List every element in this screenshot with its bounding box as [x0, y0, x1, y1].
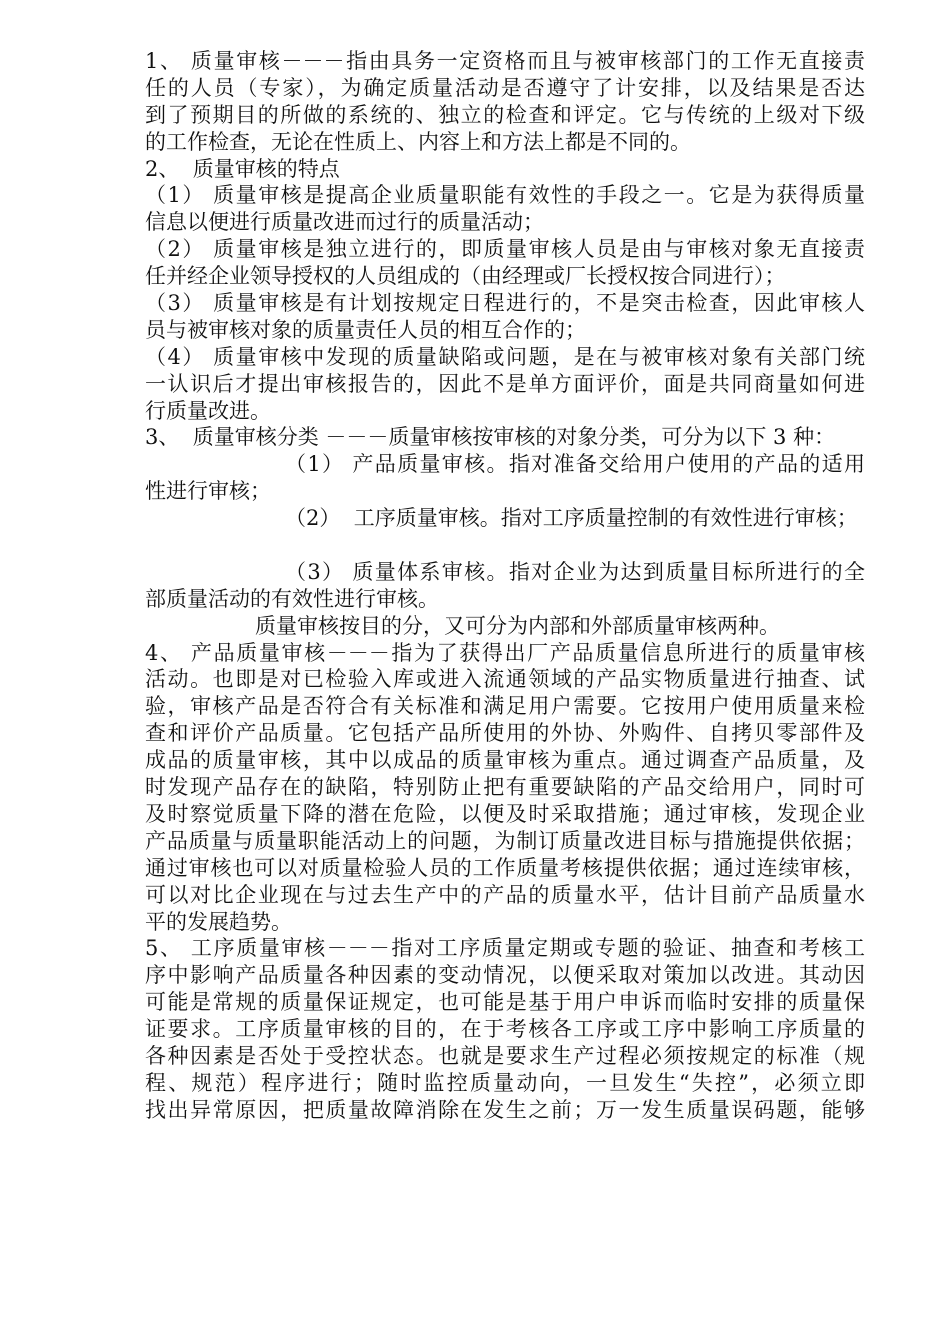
- text-line: 证要求。工序质量审核的目的，在于考核各工序或工序中影响工序质量的: [145, 1017, 865, 1042]
- text-line: 部质量活动的有效性进行审核。: [145, 586, 439, 611]
- text-line: 任的人员（专家），为确定质量活动是否遵守了计安排，以及结果是否达: [145, 75, 865, 100]
- text-line: （3） 质量审核是有计划按规定日程进行的，不是突击检查，因此审核人: [145, 291, 865, 316]
- text-line: 信息以便进行质量改进而过行的质量活动；: [145, 210, 544, 235]
- text-line: （4） 质量审核中发现的质量缺陷或问题，是在与被审核对象有关部门统: [145, 344, 865, 369]
- text-line: [145, 532, 865, 559]
- text-line: 查和评价产品质量。它包括产品所使用的外协、外购件、自拷贝零部件及: [145, 721, 865, 746]
- document-body: [145, 48, 865, 1124]
- text-line: （2） 质量审核是独立进行的，即质量审核人员是由与审核对象无直接责: [145, 237, 865, 262]
- text-line: 时发现产品存在的缺陷，特别防止把有重要缺陷的产品交给用户，同时可: [145, 775, 865, 800]
- text-line: 及时察觉质量下降的潜在危险，以便及时采取措施；通过审核，发现企业: [145, 801, 865, 826]
- text-line: 活动。也即是对已检验入库或进入流通领域的产品实物质量进行抽查、试: [145, 667, 865, 692]
- text-line: 任并经企业领导授权的人员组成的（由经理或厂长授权按合同进行）；: [145, 264, 786, 289]
- text-line: 一认识后才提出审核报告的，因此不是单方面评价，面是共同商量如何进: [145, 371, 865, 396]
- text-line: 序中影响产品质量各种因素的变动情况，以便采取对策加以改进。其动因: [145, 963, 865, 988]
- text-line: 3、 质量审核分类 －－－质量审核按审核的对象分类，可分为以下 3 种：: [145, 425, 836, 450]
- text-line: （1） 质量审核是提高企业质量职能有效性的手段之一。它是为获得质量: [145, 183, 865, 208]
- text-line: 2、 质量审核的特点: [145, 156, 340, 181]
- text-line: 行质量改进。: [145, 398, 271, 423]
- text-line: 4、 产品质量审核－－－指为了获得出厂产品质量信息所进行的质量审核: [145, 640, 865, 665]
- text-line: （1） 产品质量审核。指对准备交给用户使用的产品的适用: [285, 452, 865, 477]
- text-line: 5、 工序质量审核－－－指对工序质量定期或专题的验证、抽查和考核工: [145, 936, 865, 961]
- text-line: （2） 工序质量审核。指对工序质量控制的有效性进行审核；: [285, 506, 858, 531]
- text-line: 找出异常原因，把质量故障消除在发生之前；万一发生质量误码题，能够: [145, 1097, 865, 1122]
- text-line: 可以对比企业现在与过去生产中的产品的质量水平，估计目前产品质量水: [145, 882, 865, 907]
- text-line: 验，审核产品是否符合有关标准和满足用户需要。它按用户使用质量来检: [145, 694, 865, 719]
- text-line: 的工作检查，无论在性质上、内容上和方法上都是不同的。: [145, 129, 691, 154]
- text-line: 产品质量与质量职能活动上的问题，为制订质量改进目标与措施提供依据；: [145, 828, 865, 853]
- text-line: 1、 质量审核－－－指由具务一定资格而且与被审核部门的工作无直接责: [145, 49, 865, 73]
- text-line: 平的发展趋势。: [145, 909, 292, 934]
- text-line: 质量审核按目的分，又可分为内部和外部质量审核两种。: [255, 613, 780, 638]
- text-line: 成品的质量审核，其中以成品的质量审核为重点。通过调查产品质量，及: [145, 748, 865, 773]
- text-line: 各种因素是否处于受控状态。也就是要求生产过程必须按规定的标准（规: [145, 1043, 865, 1068]
- text-line: 通过审核也可以对质量检验人员的工作质量考核提供依据；通过连续审核，: [145, 855, 865, 880]
- text-line: （3） 质量体系审核。指对企业为达到质量目标所进行的全: [285, 559, 865, 584]
- text-line: 程、规范）程序进行；随时监控质量动向，一旦发生“失控”，必须立即: [145, 1070, 865, 1095]
- text-line: 到了预期目的所做的系统的、独立的检查和评定。它与传统的上级对下级: [145, 102, 865, 127]
- text-line: 可能是常规的质量保证规定，也可能是基于用户申诉而临时安排的质量保: [145, 990, 865, 1015]
- text-line: 员与被审核对象的质量责任人员的相互合作的；: [145, 317, 586, 342]
- text-line: 性进行审核；: [145, 479, 271, 504]
